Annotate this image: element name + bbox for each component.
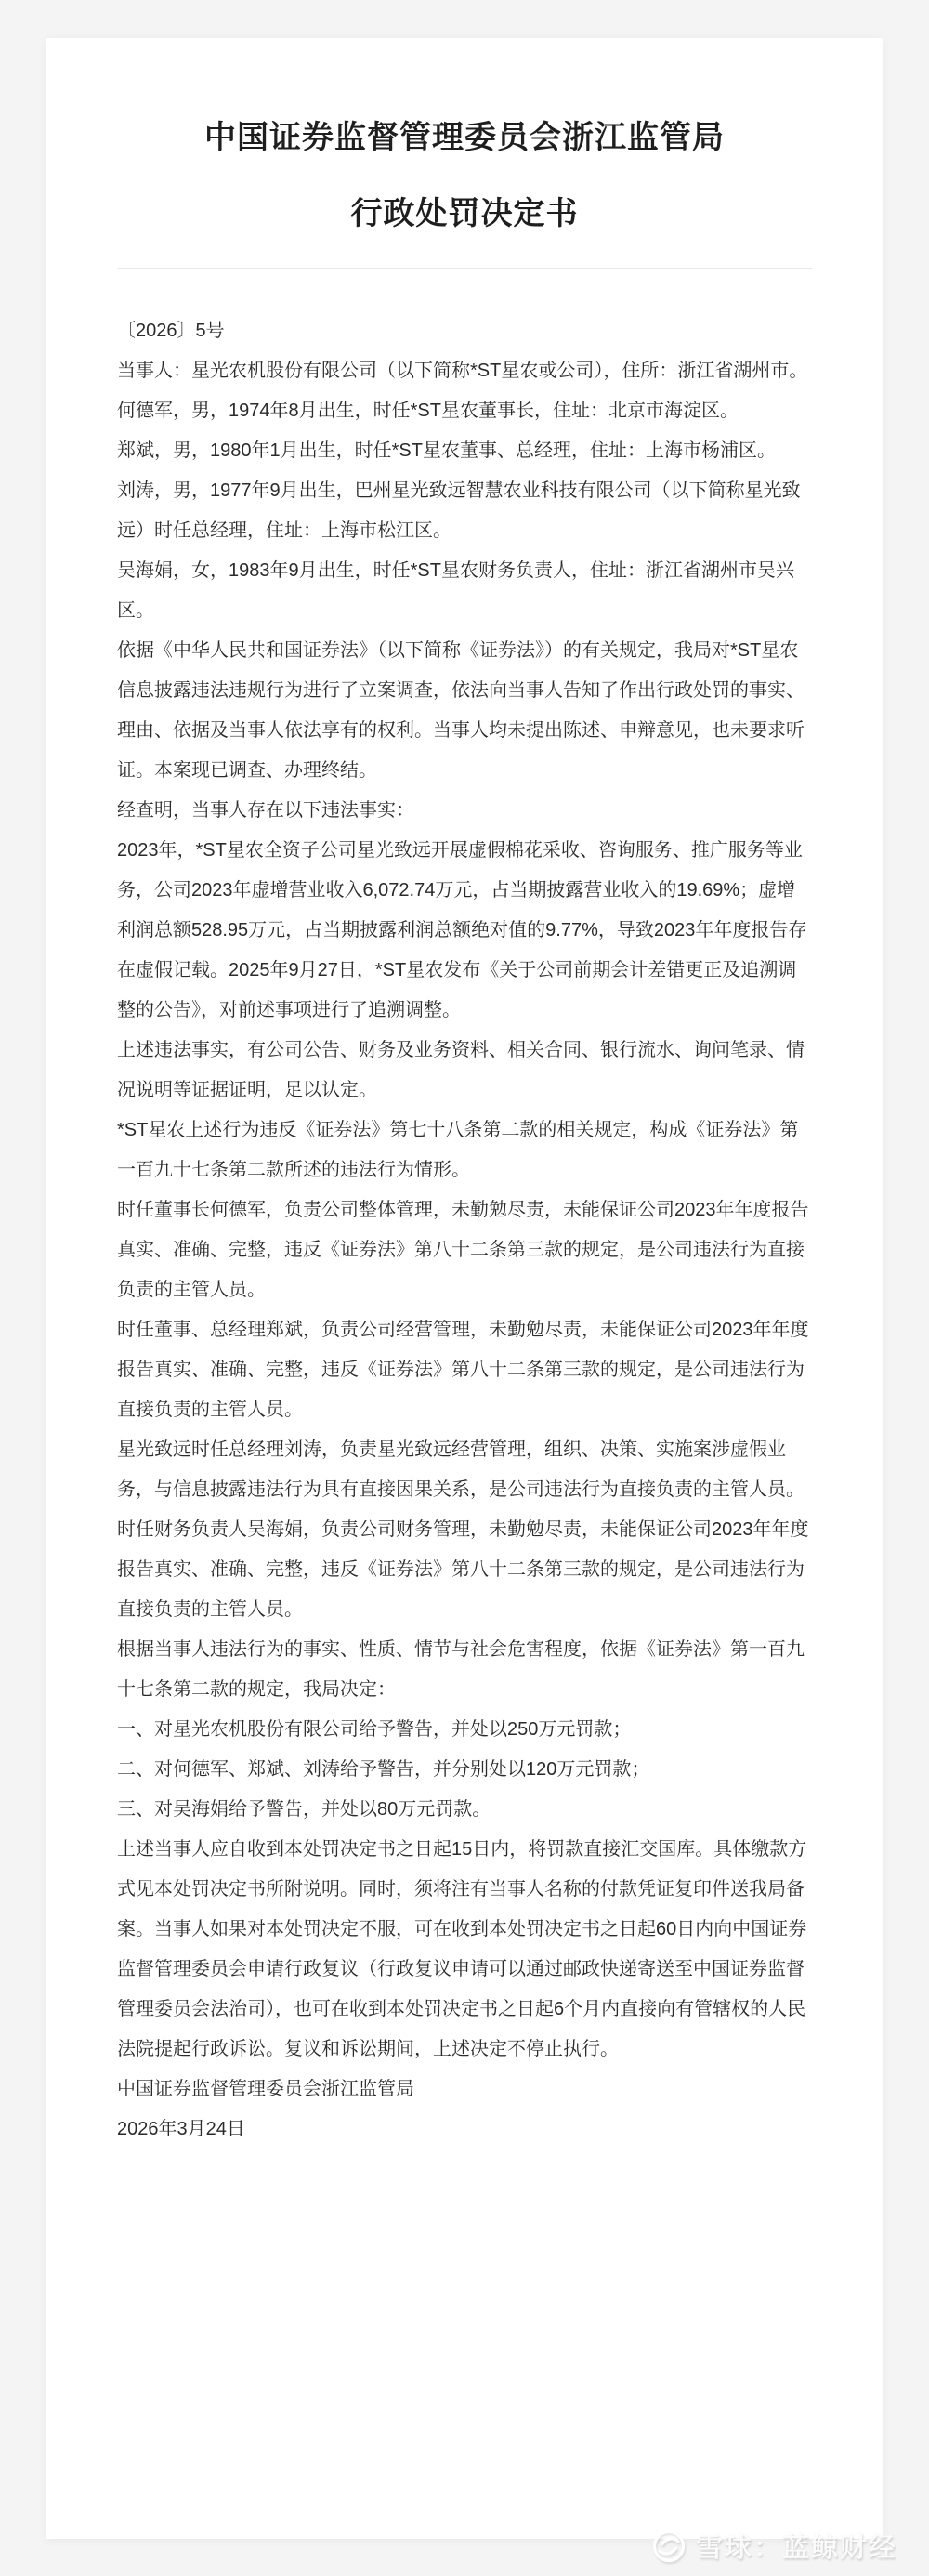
document-body: [117, 311, 812, 2149]
decision-item-2: 二、对何德军、郑斌、刘涛给予警告，并分别处以120万元罚款；: [117, 1759, 650, 1780]
paragraph-liability-zhengbin: 时任董事、总经理郑斌，负责公司经营管理，未勤勉尽责，未能保证公司2023年年度报告真实、准确、完整，违反《证券法》第八十二条第三款的规定，是公司违法行为直接负责的主管人员。: [117, 1320, 809, 1420]
paragraph-law-violation: *ST星农上述行为违反《证券法》第七十八条第二款的相关规定，构成《证券法》第一百九十七条第二款所述的违法行为情形。: [117, 1120, 799, 1180]
doc-number: 〔2026〕5号: [117, 321, 225, 341]
issuer-signature: 中国证券监督管理委员会浙江监管局: [117, 2079, 414, 2099]
document-title: [117, 99, 812, 252]
document-title-line-1: 中国证券监督管理委员会浙江监管局: [204, 120, 725, 155]
paragraph-party-company: 当事人：星光农机股份有限公司（以下简称*ST星农或公司），住所：浙江省湖州市。: [117, 361, 808, 381]
paragraph-liability-hedejun: 时任董事长何德军，负责公司整体管理，未勤勉尽责，未能保证公司2023年年度报告真实、准确、完整，违反《证券法》第八十二条第三款的规定，是公司违法行为直接负责的主管人员。: [117, 1200, 809, 1300]
paragraph-liability-liutao: 星光致远时任总经理刘涛，负责星光致远经营管理，组织、决策、实施案涉虚假业务，与信息披露违法行为具有直接因果关系，是公司违法行为直接负责的主管人员。: [117, 1439, 805, 1500]
paragraph-party-zhengbin: 郑斌，男，1980年1月出生，时任*ST星农董事、总经理，住址：上海市杨浦区。: [117, 440, 776, 461]
decision-item-1: 一、对星光农机股份有限公司给予警告，并处以250万元罚款；: [117, 1719, 632, 1740]
paragraph-party-hedejun: 何德军，男，1974年8月出生，时任*ST星农董事长，住址：北京市海淀区。: [117, 401, 739, 421]
paragraph-payment-and-appeal: 上述当事人应自收到本处罚决定书之日起15日内，将罚款直接汇交国库。具体缴款方式见本处罚决定书所附说明。同时，须将注有当事人名称的付款凭证复印件送我局备案。当事人如果对本处罚决定不服，可在收到本处罚决定书之日起60日内向中国证券监督管理委员会申请行政复议（行政复议申请可以通过邮政快递寄送至中国证券监督管理委员会法治司），也可在收到本处罚决定书之日起6个月内直接向有管辖权的人民法院提起行政诉讼。复议和诉讼期间，上述决定不停止执行。: [117, 1839, 807, 2059]
paragraph-liability-wuhaijuan: 时任财务负责人吴海娟，负责公司财务管理，未勤勉尽责，未能保证公司2023年年度报告真实、准确、完整，违反《证券法》第八十二条第三款的规定，是公司违法行为直接负责的主管人员。: [117, 1519, 809, 1620]
document-title-line-2: 行政处罚决定书: [350, 196, 579, 231]
watermark-text: 雪球：蓝鲸财经: [695, 2533, 897, 2563]
paragraph-party-wuhaijuan: 吴海娟，女，1983年9月出生，时任*ST星农财务负责人，住址：浙江省湖州市吴兴区。: [117, 560, 794, 621]
decision-item-3: 三、对吴海娟给予警告，并处以80万元罚款。: [117, 1799, 491, 1820]
title-divider: [117, 268, 812, 269]
paragraph-violation-facts: 2023年，*ST星农全资子公司星光致远开展虚假棉花采收、咨询服务、推广服务等业务，公司2023年虚增营业收入6,072.74万元，占当期披露营业收入的19.69%；虚增利润总额528.95万元，占当期披露利润总额绝对值的9.77%，导致2023年年度报告存在虚假记载。2025年9月27日，*ST星农发布《关于公司前期会计差错更正及追溯调整的公告》，对前述事项进行了追溯调整。: [117, 840, 807, 1020]
paragraph-party-liutao: 刘涛，男，1977年9月出生，巴州星光致远智慧农业科技有限公司（以下简称星光致远）时任总经理，住址：上海市松江区。: [117, 480, 801, 541]
paragraph-investigation-basis: 依据《中华人民共和国证券法》（以下简称《证券法》）的有关规定，我局对*ST星农信息披露违法违规行为进行了立案调查，依法向当事人告知了作出行政处罚的事实、理由、依据及当事人依法享有的权利。当事人均未提出陈述、申辩意见，也未要求听证。本案现已调查、办理终结。: [117, 640, 805, 781]
issue-date: 2026年3月24日: [117, 2119, 245, 2139]
paragraph-evidence: 上述违法事实，有公司公告、财务及业务资料、相关合同、银行流水、询问笔录、情况说明等证据证明，足以认定。: [117, 1040, 805, 1100]
paragraph-decision-intro: 根据当事人违法行为的事实、性质、情节与社会危害程度，依据《证券法》第一百九十七条第二款的规定，我局决定：: [117, 1639, 805, 1700]
document-card: [46, 38, 883, 2539]
paragraph-findings-intro: 经查明，当事人存在以下违法事实：: [117, 800, 414, 821]
